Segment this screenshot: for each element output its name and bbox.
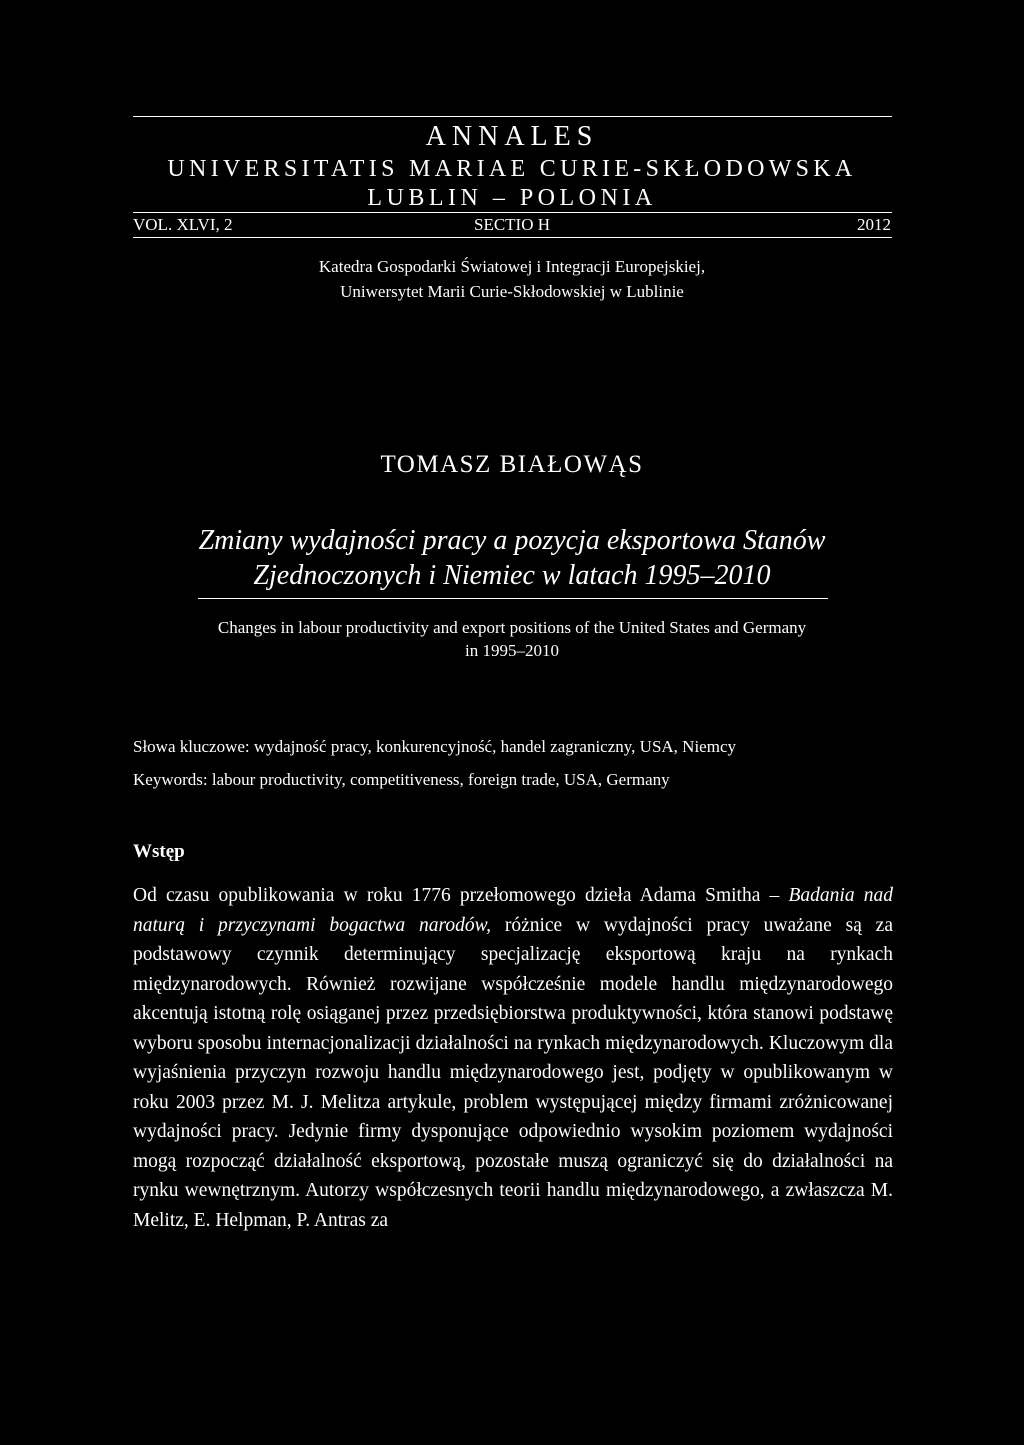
affiliation-line-2: Uniwersytet Marii Curie-Skłodowskiej w Lublinie (340, 282, 684, 301)
paper-title-pl-line-1: Zmiany wydajności pracy a pozycja eksportowa Stanów (198, 525, 826, 556)
body-paragraph (133, 881, 893, 1235)
affiliation-line-1: Katedra Gospodarki Światowej i Integracji Europejskiej, (318, 257, 706, 276)
section-heading: Wstęp (133, 841, 185, 862)
year-label: 2012 (857, 215, 891, 234)
keywords-en: Keywords: labour productivity, competitiveness, foreign trade, USA, Germany (133, 770, 670, 789)
paper-title-pl-line-2: Zjednoczonych i Niemiec w latach 1995–2010 (253, 560, 771, 591)
body-text-part-1: Od czasu opublikowania w roku 1776 przełomowego dzieła Adama Smitha – (133, 885, 789, 906)
journal-subtitle: UNIVERSITATIS MARIAE CURIE-SKŁODOWSKA (167, 156, 857, 182)
header-mid-rule (133, 212, 892, 213)
body-book-title: Badania nad naturą i przyczynami bogactwa narodów, (133, 885, 893, 936)
author-name: TOMASZ BIAŁOWĄS (380, 451, 644, 478)
journal-place: LUBLIN – POLONIA (367, 185, 657, 211)
title-separator-rule (198, 598, 828, 599)
header-bottom-rule (133, 237, 892, 238)
section-label: SECTIO H (473, 215, 551, 234)
journal-title: ANNALES (425, 121, 599, 152)
paper-title-en-line-1: Changes in labour productivity and export positions of the United States and Germany (217, 618, 807, 637)
paper-title-en-line-2: in 1995–2010 (465, 641, 559, 660)
keywords-pl: Słowa kluczowe: wydajność pracy, konkurencyjność, handel zagraniczny, USA, Niemcy (133, 737, 736, 756)
header-top-rule (133, 116, 892, 117)
volume-label: VOL. XLVI, 2 (133, 215, 233, 234)
body-text-part-2: różnice w wydajności pracy uważane są za podstawowy czynnik determinujący specjalizację eksportową kraju na rynkach międzynarodowych. Również rozwijane współcześnie modele handlu międzynarodowego akcentują istotną rolę osiąganej przez przedsiębiorstwa produktywności, która stanowi podstawę wyboru sposobu internacjonalizacji działalności na rynkach międzynarodowych. Kluczowym dla wyjaśnienia przyczyn rozwoju handlu międzynarodowego jest, podjęty w opublikowanym w roku 2003 przez M. J. Melitza artykule, problem występującej między firmami zróżnicowanej wydajności pracy. Jedynie firmy dysponujące odpowiednio wysokim poziomem wydajności mogą rozpocząć działalność eksportową, pozostałe muszą ograniczyć się do działalności na rynku wewnętrznym. Autorzy współczesnych teorii handlu międzynarodowego, a zwłaszcza M. Melitz, E. Helpman, P. Antras za (133, 914, 893, 1231)
